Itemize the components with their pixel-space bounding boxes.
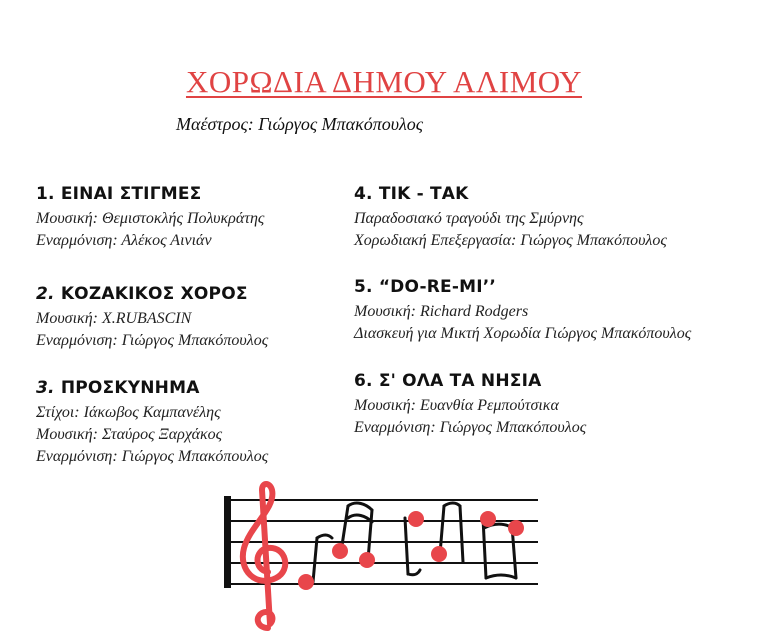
song-credit: Εναρμόνιση: Γιώργος Μπακόπουλος [354, 419, 587, 436]
page-title: ΧΟΡΩΔΙΑ ΔΗΜΟΥ ΑΛΙΜΟΥ [185, 64, 583, 99]
song-title: “DO-RE-MI’’ [378, 277, 497, 297]
song-credit: Μουσική: X.RUBASCIN [36, 310, 192, 327]
song-5 [354, 277, 691, 345]
song-2-heading [36, 284, 268, 304]
song-4-heading [354, 184, 667, 204]
song-title: ΠΡΟΣΚΥΝΗΜΑ [60, 378, 200, 398]
maestro-line: Μαέστρος: Γιώργος Μπακόπουλος [176, 114, 424, 134]
song-number: 6. [354, 371, 373, 391]
song-1 [36, 184, 264, 252]
song-3-heading [36, 378, 268, 398]
music-staff-icon [220, 478, 540, 638]
song-4 [354, 184, 667, 252]
song-2 [36, 284, 268, 352]
song-number: 1. [36, 184, 55, 204]
song-credit: Παραδοσιακό τραγούδι της Σμύρνης [354, 210, 584, 227]
song-credit: Εναρμόνιση: Γιώργος Μπακόπουλος [36, 448, 269, 465]
song-6 [354, 371, 586, 439]
song-number: 5. [354, 277, 373, 297]
song-credit: Στίχοι: Ιάκωβος Καμπανέλης [36, 404, 221, 421]
song-number: 4. [354, 184, 373, 204]
song-6-heading [354, 371, 586, 391]
song-1-heading [36, 184, 264, 204]
song-5-heading [354, 277, 691, 297]
song-credit: Διασκευή για Μικτή Χορωδία Γιώργος Μπακόπουλος [354, 325, 692, 342]
song-title: ΕΙΝΑΙ ΣΤΙΓΜΕΣ [60, 184, 202, 204]
song-credit: Εναρμόνιση: Αλέκος Αινιάν [36, 232, 212, 249]
song-credit: Χορωδιακή Επεξεργασία: Γιώργος Μπακόπουλος [354, 232, 667, 249]
song-credit: Μουσική: Ευανθία Ρεμπούτσικα [354, 397, 559, 414]
song-title: ΚΟΖΑΚΙΚΟΣ ΧΟΡΟΣ [60, 284, 248, 304]
song-number: 2. [36, 284, 55, 304]
song-credit: Εναρμόνιση: Γιώργος Μπακόπουλος [36, 332, 269, 349]
song-number: 3. [36, 378, 55, 398]
treble-clef-icon [243, 484, 285, 628]
song-credit: Μουσική: Θεμιστοκλής Πολυκράτης [36, 210, 265, 227]
song-credit: Μουσική: Richard Rodgers [354, 303, 529, 320]
song-title: ΤΙΚ - ΤΑΚ [378, 184, 469, 204]
song-title: Σ' ΟΛΑ ΤΑ ΝΗΣΙΑ [378, 371, 542, 391]
song-3 [36, 378, 268, 468]
song-credit: Μουσική: Σταύρος Ξαρχάκος [36, 426, 223, 443]
